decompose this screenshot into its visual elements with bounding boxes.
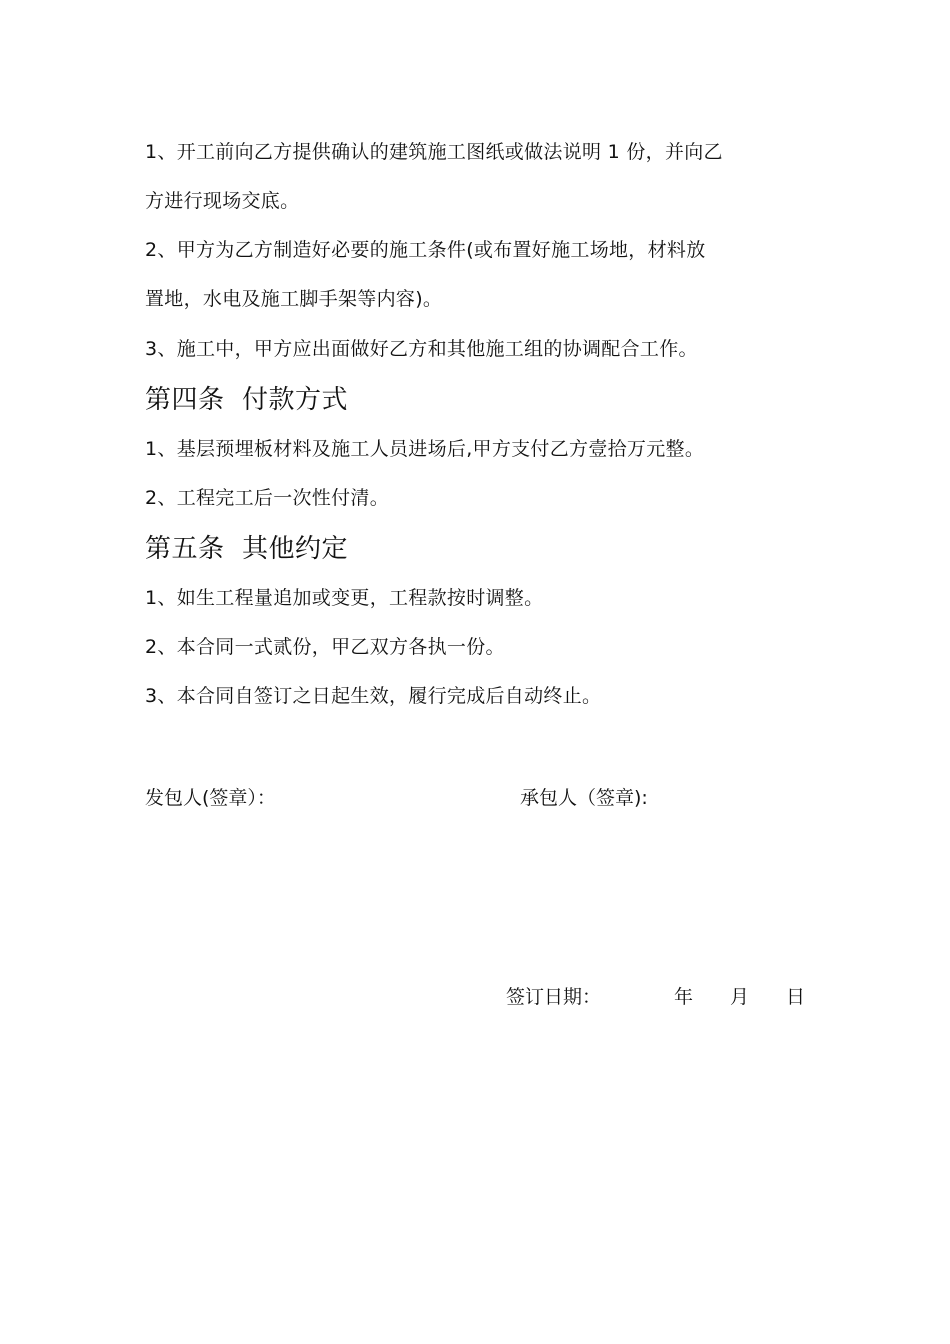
- contractor-signature-label: 承包人（签章):: [520, 787, 648, 809]
- sign-date-day: 日: [786, 986, 806, 1008]
- section4-item1: 1、基层预埋板材料及施工人员进场后,甲方支付乙方壹拾万元整。: [145, 438, 705, 460]
- section3-item3: 3、施工中，甲方应出面做好乙方和其他施工组的协调配合工作。: [145, 338, 698, 360]
- sign-date-month: 月: [730, 986, 750, 1008]
- section5-item2: 2、本合同一式贰份，甲乙双方各执一份。: [145, 636, 505, 658]
- section5-item3: 3、本合同自签订之日起生效，履行完成后自动终止。: [145, 685, 602, 707]
- section5-item1: 1、如生工程量追加或变更，工程款按时调整。: [145, 587, 544, 609]
- section5-heading: 第五条 其他约定: [145, 534, 349, 564]
- section3-item2-line1: 2、甲方为乙方制造好必要的施工条件(或布置好施工场地，材料放: [145, 239, 706, 261]
- section3-item2-line2: 置地，水电及施工脚手架等内容)。: [145, 288, 443, 310]
- section3-item1-line2: 方进行现场交底。: [145, 190, 300, 212]
- issuer-signature-label: 发包人(签章）：: [145, 787, 276, 809]
- section4-heading: 第四条 付款方式: [145, 385, 349, 415]
- sign-date-label: 签订日期：: [506, 986, 602, 1008]
- section4-item2: 2、工程完工后一次性付清。: [145, 487, 389, 509]
- section3-item1-line1: 1、开工前向乙方提供确认的建筑施工图纸或做法说明 1 份，并向乙: [145, 141, 723, 163]
- sign-date-year: 年: [674, 986, 694, 1008]
